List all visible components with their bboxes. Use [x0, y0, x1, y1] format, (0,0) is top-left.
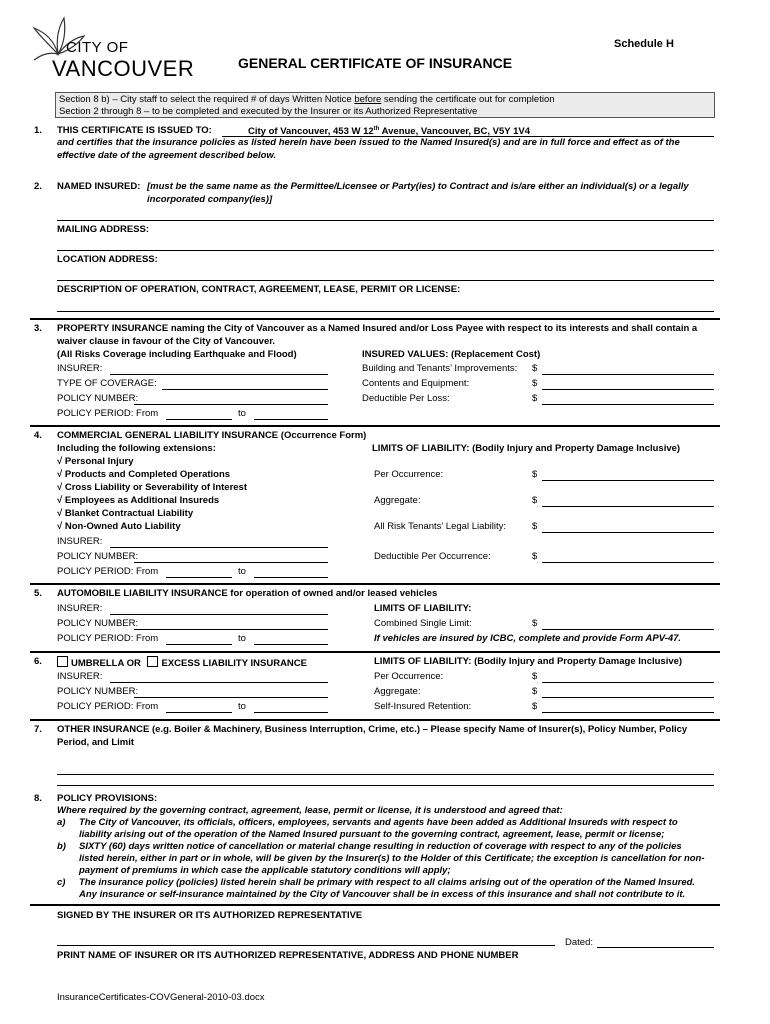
cgl-deductible-field[interactable]	[542, 562, 714, 563]
property-period-from-field[interactable]	[166, 419, 232, 420]
cgl-extension-item: √ Blanket Contractual Liability	[57, 508, 194, 519]
auto-policy-label: POLICY NUMBER:	[57, 618, 139, 629]
logo-vancouver: VANCOUVER	[52, 56, 195, 81]
description-label: DESCRIPTION OF OPERATION, CONTRACT, AGREEMENT, LEASE, PERMIT OR LICENSE:	[57, 284, 461, 295]
footer-filename: InsuranceCertificates-COVGeneral-2010-03.docx	[57, 992, 265, 1003]
auto-period-to-label: to	[238, 633, 246, 644]
cgl-tenants-dollar: $	[532, 521, 538, 532]
property-type-field[interactable]	[162, 389, 328, 390]
auto-insurer-field[interactable]	[110, 614, 328, 615]
property-insurer-field[interactable]	[110, 374, 328, 375]
umbrella-per-occurrence-field[interactable]	[542, 682, 714, 683]
provision-b-line2: listed herein, either in part or in whole, will be given by the Insurer(s) to the Holder of this Certificate; the exception is cancellation for non-	[79, 853, 705, 864]
property-policy-label: POLICY NUMBER:	[57, 393, 139, 404]
cgl-extension-item: √ Products and Completed Operations	[57, 469, 231, 480]
auto-period-from-field[interactable]	[166, 644, 232, 645]
section-5-number: 5.	[34, 588, 42, 599]
section-7-number: 7.	[34, 724, 42, 735]
building-label: Building and Tenants’ Improvements:	[362, 363, 518, 374]
logo-city-of: CITY OF	[66, 39, 129, 56]
before-underlined: before	[354, 94, 382, 105]
cgl-deductible-dollar: $	[532, 551, 538, 562]
auto-insurer-label: INSURER:	[57, 603, 103, 614]
auto-period-from-label: POLICY PERIOD: From	[57, 633, 159, 644]
icbc-note: If vehicles are insured by ICBC, complete and provide Form APV-47.	[374, 633, 682, 644]
auto-period-to-field[interactable]	[254, 644, 328, 645]
umbrella-policy-field[interactable]	[134, 697, 328, 698]
cgl-period-from-field[interactable]	[166, 577, 232, 578]
certifies-text: and certifies that the insurance policies as listed herein have been issued to the Named Insured(s) and are in full force and effect as of the effective date of the agreement described below.	[57, 137, 680, 161]
umbrella-period-from-field[interactable]	[166, 712, 232, 713]
cgl-tenants-field[interactable]	[542, 532, 714, 533]
cgl-period-to-field[interactable]	[254, 577, 328, 578]
cgl-limits-heading: LIMITS OF LIABILITY: (Bodily Injury and Property Damage Inclusive)	[372, 443, 681, 454]
provisions-intro: Where required by the governing contract, agreement, lease, permit or license, it is understood and agreed that:	[57, 805, 563, 816]
schedule-label: Schedule H	[614, 38, 674, 50]
umbrella-excess-heading: UMBRELLA OR EXCESS LIABILITY INSURANCE	[57, 656, 307, 671]
divider	[30, 425, 720, 427]
contents-dollar: $	[532, 378, 538, 389]
other-insurance-field-2[interactable]	[57, 785, 714, 786]
cgl-extension-item: √ Non-Owned Auto Liability	[57, 521, 181, 532]
property-coverage: (All Risks Coverage including Earthquake and Flood)	[57, 349, 297, 360]
section-2-number: 2.	[34, 181, 42, 192]
staff-notice-box: Section 8 b) – City staff to select the required # of days Written Notice before sending the certificate out for completion Section 2 through 8 – to be completed and executed by the Insurer or its Authorized Representative	[55, 92, 715, 118]
divider	[30, 719, 720, 721]
umbrella-period-to-field[interactable]	[254, 712, 328, 713]
cgl-heading: COMMERCIAL GENERAL LIABILITY INSURANCE (Occurrence Form)	[57, 430, 367, 441]
property-insurer-label: INSURER:	[57, 363, 103, 374]
cgl-per-occurrence-field[interactable]	[542, 480, 714, 481]
property-heading-1: PROPERTY INSURANCE naming the City of Vancouver as a Named Insured and/or Loss Payee with respect to its interests and shall contain a	[57, 323, 698, 334]
cgl-aggregate-label: Aggregate:	[374, 495, 421, 506]
divider	[30, 904, 720, 906]
umbrella-per-occurrence-dollar: $	[532, 671, 538, 682]
provision-c-line2: Any insurance or self-insurance maintained by the City of Vancouver shall be in excess of this insurance and shall not contribute to it.	[79, 889, 686, 900]
property-heading-2: waiver clause in favour of the City of Vancouver.	[57, 336, 276, 347]
umbrella-policy-label: POLICY NUMBER:	[57, 686, 139, 697]
umbrella-period-from-label: POLICY PERIOD: From	[57, 701, 159, 712]
property-policy-field[interactable]	[134, 404, 328, 405]
provision-b-line1: SIXTY (60) days written notice of cancellation or material change resulting in reduction of coverage with respect to any of the policies	[79, 841, 682, 852]
section-3-number: 3.	[34, 323, 42, 334]
cgl-tenants-label: All Risk Tenants’ Legal Liability:	[374, 521, 507, 532]
provision-b-line3: payment of premiums in which case the applicable statutory conditions will apply;	[79, 865, 451, 876]
named-insured-label: NAMED INSURED:	[57, 181, 141, 192]
other-insurance-line1: OTHER INSURANCE (e.g. Boiler & Machinery, Business Interruption, Crime, etc.) – Please specify Name of Insurer(s), Policy Number, Policy	[57, 724, 688, 735]
umbrella-retention-label: Self-Insured Retention:	[374, 701, 472, 712]
other-insurance-line2: Period, and Limit	[57, 737, 135, 748]
auto-combined-field[interactable]	[542, 629, 714, 630]
umbrella-retention-field[interactable]	[542, 712, 714, 713]
dated-label: Dated:	[565, 937, 593, 948]
print-name-label: PRINT NAME OF INSURER OR ITS AUTHORIZED REPRESENTATIVE, ADDRESS AND PHONE NUMBER	[57, 950, 519, 961]
excess-checkbox[interactable]	[147, 656, 158, 667]
cgl-deductible-label: Deductible Per Occurrence:	[374, 551, 491, 562]
umbrella-period-to-label: to	[238, 701, 246, 712]
section-4-number: 4.	[34, 430, 42, 441]
dated-field[interactable]	[597, 947, 714, 948]
provision-a-line2: liability arising out of the operation of the Named Insured pursuant to the governing contract, agreement, lease, permit or license;	[79, 829, 665, 840]
provision-c-label: c)	[57, 877, 66, 888]
cgl-extension-item: √ Employees as Additional Insureds	[57, 495, 220, 506]
umbrella-insurer-field[interactable]	[110, 682, 328, 683]
property-period-to-label: to	[238, 408, 246, 419]
cgl-aggregate-dollar: $	[532, 495, 538, 506]
umbrella-aggregate-dollar: $	[532, 686, 538, 697]
mailing-address-label: MAILING ADDRESS:	[57, 224, 150, 235]
named-insured-note-1: [must be the same name as the Permittee/Licensee or Party(ies) to Contract and is/are either an individual(s) or a legally	[147, 181, 689, 192]
cgl-extensions-label: Including the following extensions:	[57, 443, 216, 454]
named-insured-note-2: incorporated company(ies)]	[147, 194, 273, 205]
umbrella-limits-heading: LIMITS OF LIABILITY: (Bodily Injury and Property Damage Inclusive)	[374, 656, 683, 667]
property-type-label: TYPE OF COVERAGE:	[57, 378, 157, 389]
building-dollar: $	[532, 363, 538, 374]
umbrella-aggregate-field[interactable]	[542, 697, 714, 698]
cgl-per-occurrence-dollar: $	[532, 469, 538, 480]
deductible-loss-field[interactable]	[542, 404, 714, 405]
policy-provisions-heading: POLICY PROVISIONS:	[57, 793, 158, 804]
provision-a-label: a)	[57, 817, 66, 828]
section-6-number: 6.	[34, 656, 42, 667]
notice-line2: Section 2 through 8 – to be completed and executed by the Insurer or its Authorized Representative	[59, 106, 478, 117]
auto-combined-label: Combined Single Limit:	[374, 618, 472, 629]
signature-field[interactable]	[57, 945, 555, 946]
divider	[30, 583, 720, 585]
umbrella-per-occurrence-label: Per Occurrence:	[374, 671, 444, 682]
contents-label: Contents and Equipment:	[362, 378, 470, 389]
umbrella-aggregate-label: Aggregate:	[374, 686, 421, 697]
umbrella-insurer-label: INSURER:	[57, 671, 103, 682]
provision-b-label: b)	[57, 841, 66, 852]
auto-combined-dollar: $	[532, 618, 538, 629]
location-address-field[interactable]	[57, 280, 714, 281]
issued-to-value: City of Vancouver, 453 W 12th Avenue, Vancouver, BC, V5Y 1V4	[248, 126, 531, 138]
description-field[interactable]	[57, 311, 714, 312]
auto-limits-heading: LIMITS OF LIABILITY:	[374, 603, 472, 614]
cgl-policy-field[interactable]	[134, 562, 328, 563]
building-field[interactable]	[542, 374, 714, 375]
contents-field[interactable]	[542, 389, 714, 390]
divider	[30, 651, 720, 653]
deductible-loss-dollar: $	[532, 393, 538, 404]
cgl-extension-item: √ Personal Injury	[57, 456, 134, 467]
location-address-label: LOCATION ADDRESS:	[57, 254, 158, 265]
umbrella-retention-dollar: $	[532, 701, 538, 712]
issued-to-label: THIS CERTIFICATE IS ISSUED TO:	[57, 125, 212, 136]
section-8-number: 8.	[34, 793, 42, 804]
cgl-insurer-label: INSURER:	[57, 536, 103, 547]
auto-heading: AUTOMOBILE LIABILITY INSURANCE for operation of owned and/or leased vehicles	[57, 588, 438, 599]
named-insured-field[interactable]	[57, 220, 714, 221]
cgl-per-occurrence-label: Per Occurrence:	[374, 469, 444, 480]
mailing-address-field[interactable]	[57, 250, 714, 251]
auto-policy-field[interactable]	[134, 629, 328, 630]
cgl-insurer-field[interactable]	[110, 547, 328, 548]
property-period-from-label: POLICY PERIOD: From	[57, 408, 159, 419]
cgl-period-from-label: POLICY PERIOD: From	[57, 566, 159, 577]
cgl-aggregate-field[interactable]	[542, 506, 714, 507]
deductible-loss-label: Deductible Per Loss:	[362, 393, 450, 404]
property-period-to-field[interactable]	[254, 419, 328, 420]
provision-a-line1: The City of Vancouver, its officials, officers, employees, servants and agents have been added as Additional Insureds with respect to	[79, 817, 678, 828]
cgl-policy-label: POLICY NUMBER:	[57, 551, 139, 562]
signed-label: SIGNED BY THE INSURER OR ITS AUTHORIZED REPRESENTATIVE	[57, 910, 363, 921]
divider	[30, 318, 720, 320]
umbrella-checkbox[interactable]	[57, 656, 68, 667]
section-1-number: 1.	[34, 125, 42, 136]
insured-values-heading: INSURED VALUES: (Replacement Cost)	[362, 349, 541, 360]
provision-c-line1: The insurance policy (policies) listed herein shall be primary with respect to all claims arising out of the operation of the Named Insured.	[79, 877, 696, 888]
cgl-extension-item: √ Cross Liability or Severability of Interest	[57, 482, 247, 493]
cgl-period-to-label: to	[238, 566, 246, 577]
other-insurance-field-1[interactable]	[57, 774, 714, 775]
page-title: GENERAL CERTIFICATE OF INSURANCE	[238, 55, 513, 71]
